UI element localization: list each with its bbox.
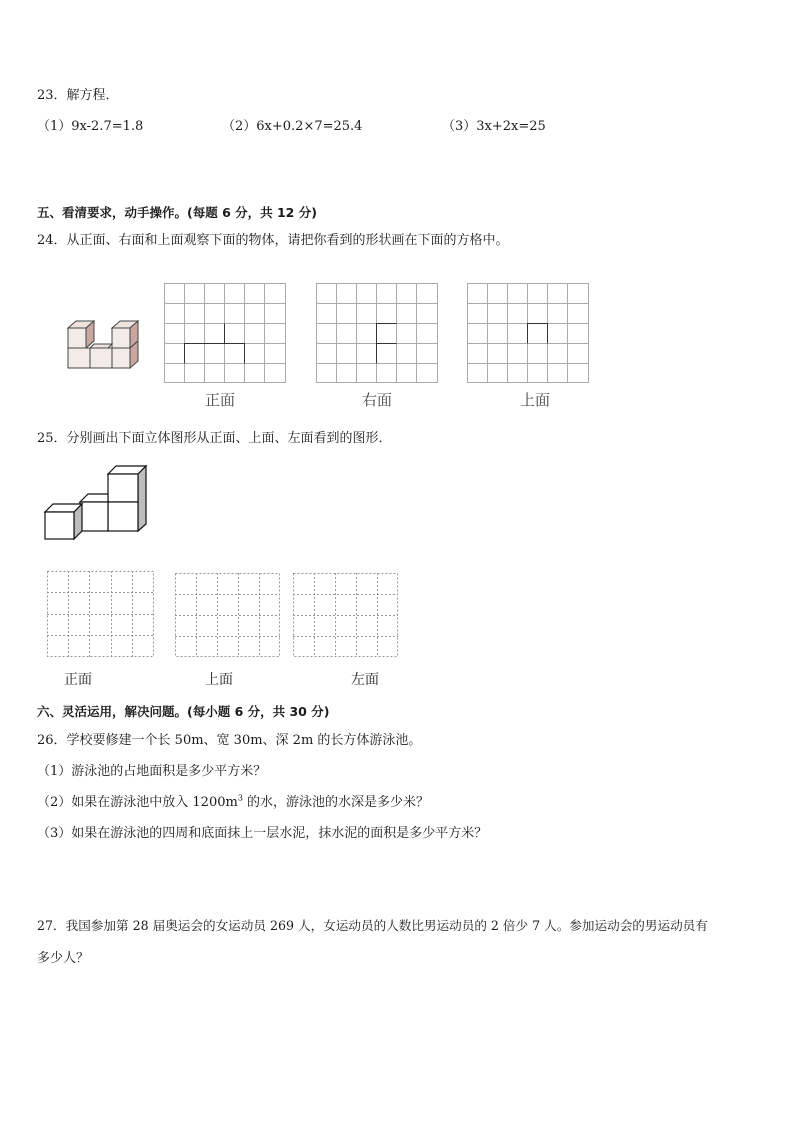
q25-text: 25．分别画出下面立体图形从正面、上面、左面看到的图形．: [37, 431, 392, 446]
q24-grid-top: [467, 283, 590, 384]
q25-grid-top: [175, 573, 281, 658]
q24-label-top: 上面: [520, 391, 551, 409]
q27-line1: 27．我国参加第 28 届奥运会的女运动员 269 人，女运动员的人数比男运动员的 2 倍少 7 人。参加运动会的男运动员有: [37, 918, 708, 933]
q23-item-2: （2）6x+0.2×7=25.4: [222, 119, 363, 134]
q26-sub2-post: 的水，游泳池的水深是多少米？: [242, 795, 430, 810]
q24-label-right: 右面: [362, 391, 393, 409]
section6-heading: 六、灵活运用，解决问题。(每小题 6 分，共 30 分): [37, 704, 330, 719]
q23-item-1: （1）9x-2.7=1.8: [37, 119, 144, 134]
q27-line2: 多少人？: [37, 951, 90, 966]
section5-heading: 五、看清要求，动手操作。(每题 6 分，共 12 分): [37, 205, 317, 220]
q26-sub2-sup: 3: [237, 793, 243, 803]
q24-grid-right: [316, 283, 439, 384]
q26-sub2: [37, 791, 429, 810]
q25-label-left: 左面: [351, 672, 379, 688]
q26-sub3: （3）如果在游泳池的四周和底面抹上一层水泥，抹水泥的面积是多少平方米？: [37, 826, 488, 841]
q26-sub1: （1）游泳池的占地面积是多少平方米？: [37, 764, 267, 779]
q24-grid-front: [164, 283, 287, 384]
q25-grid-left: [293, 573, 399, 658]
q24-label-front: 正面: [205, 391, 236, 409]
q26-text: 26．学校要修建一个长 50m、宽 30m、深 2m 的长方体游泳池。: [37, 733, 422, 748]
q23-item-3: （3）3x+2x=25: [442, 119, 546, 134]
q24-text: 24．从正面、右面和上面观察下面的物体，请把你看到的形状画在下面的方格中。: [37, 233, 509, 248]
q25-grid-front: [47, 571, 155, 658]
q26-sub2-pre: （2）如果在游泳池中放入 1200m: [37, 795, 238, 810]
q25-label-front: 正面: [64, 672, 92, 688]
q25-label-top: 上面: [205, 672, 233, 688]
q24-object-figure: [62, 318, 144, 372]
q25-cube-figure: [42, 465, 150, 541]
q23-title: 23．解方程．: [37, 88, 119, 103]
